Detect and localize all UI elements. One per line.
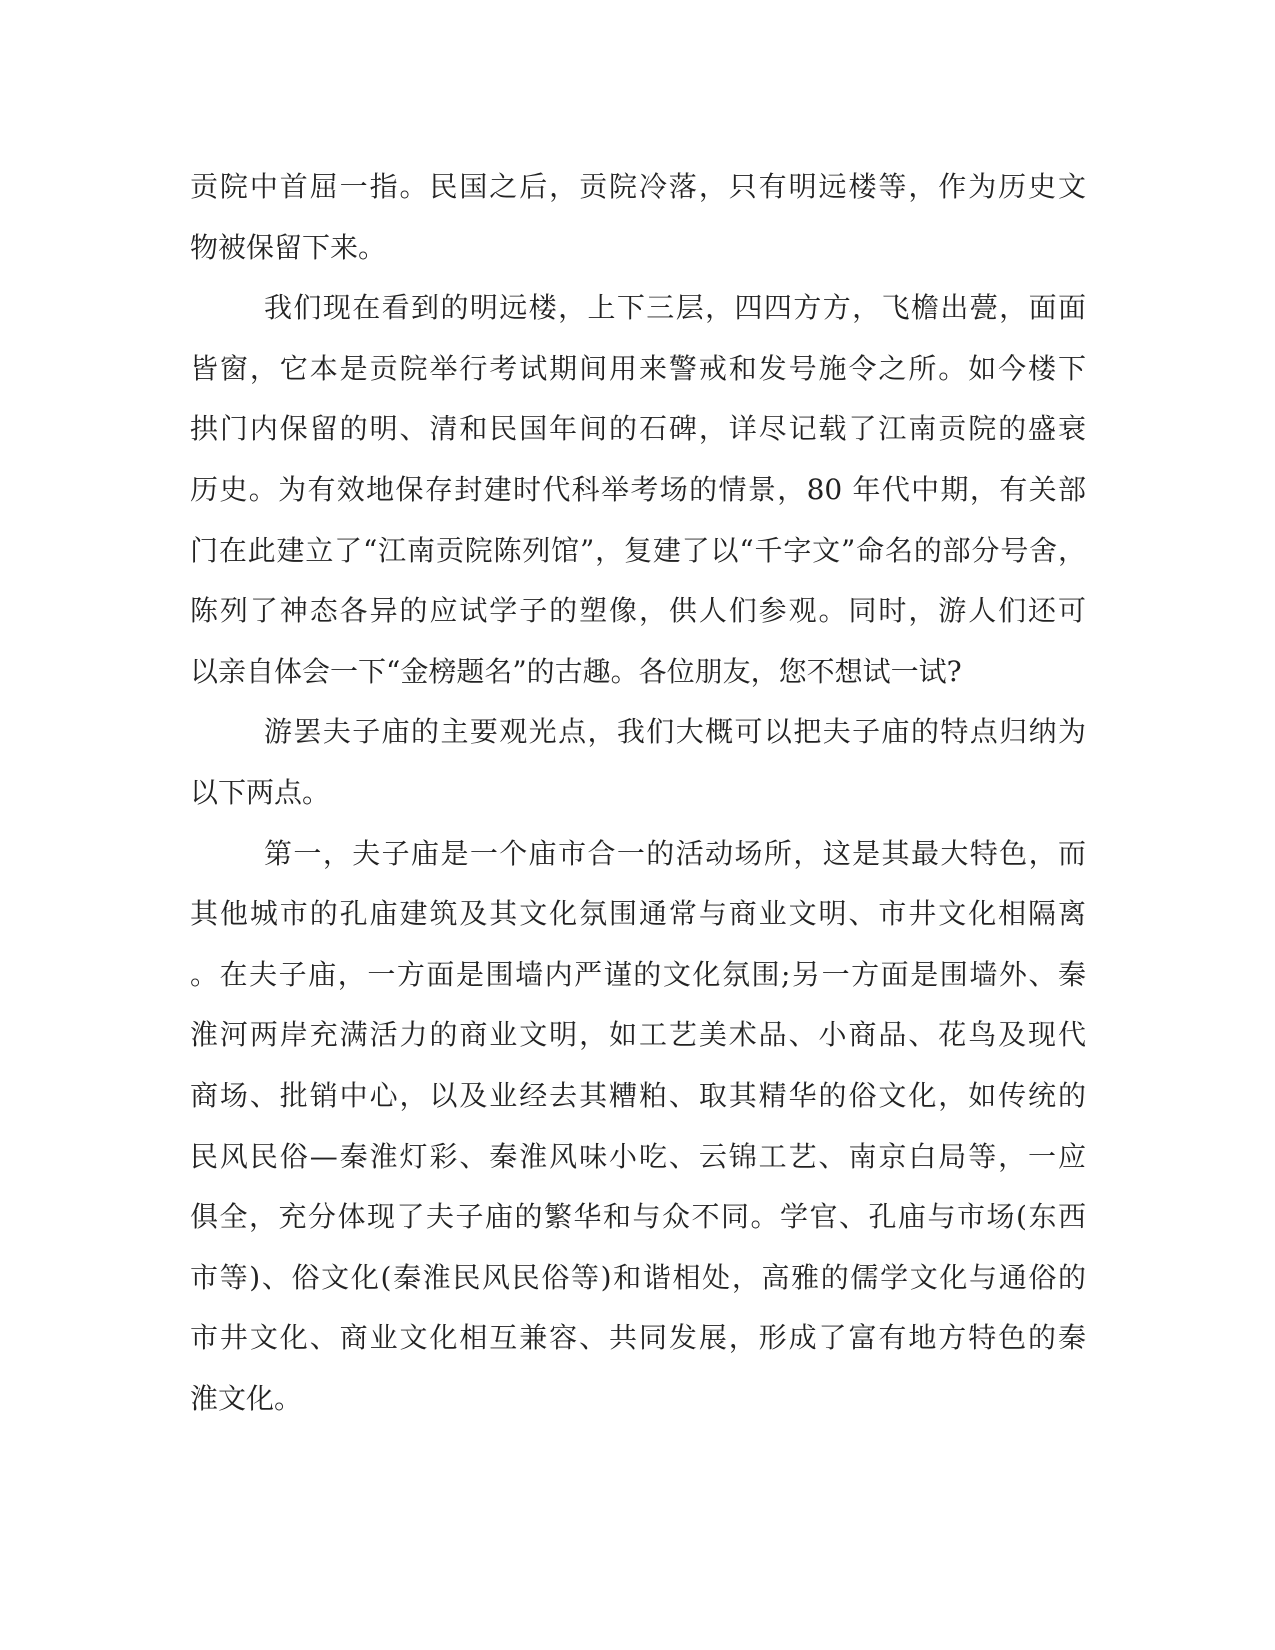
text-line: 以亲自体会一下“金榜题名”的古趣。各位朋友，您不想试一试? (190, 654, 962, 688)
text-line: 商场、批销中心，以及业经去其糟粕、取其精华的俗文化，如传统的 (190, 1078, 1086, 1112)
text-line: 以下两点。 (190, 775, 331, 809)
text-line: 贡院中首屈一指。民国之后，贡院冷落，只有明远楼等，作为历史文 (190, 170, 1086, 203)
text-line: 我们现在看到的明远楼，上下三层，四四方方，飞檐出甍，面面 (264, 291, 1086, 325)
text-line: 淮文化。 (190, 1381, 303, 1415)
text-line: 民风民俗—秦淮灯彩、秦淮风味小吃、云锦工艺、南京白局等，一应 (190, 1139, 1086, 1173)
text-line: 拱门内保留的明、清和民国年间的石碑，详尽记载了江南贡院的盛衰 (190, 412, 1086, 446)
text-line: 游罢夫子庙的主要观光点，我们大概可以把夫子庙的特点归纳为 (264, 715, 1086, 749)
text-line: 淮河两岸充满活力的商业文明，如工艺美术品、小商品、花鸟及现代 (190, 1018, 1086, 1052)
text-line: 物被保留下来。 (190, 230, 387, 264)
text-line: 陈列了神态各异的应试学子的塑像，供人们参观。同时，游人们还可 (190, 594, 1086, 628)
text-line: 皆窗，它本是贡院举行考试期间用来警戒和发号施令之所。如今楼下 (190, 351, 1086, 385)
text-line: 第一，夫子庙是一个庙市合一的活动场所，这是其最大特色，而 (264, 836, 1086, 870)
body-text (190, 157, 1086, 1429)
text-line: 俱全，充分体现了夫子庙的繁华和与众不同。学官、孔庙与市场(东西 (190, 1200, 1086, 1234)
text-line: 门在此建立了“江南贡院陈列馆”，复建了以“千字文”命名的部分号舍， (190, 533, 1086, 567)
text-line: 市井文化、商业文化相互兼容、共同发展，形成了富有地方特色的秦 (190, 1321, 1086, 1355)
text-line: 历史。为有效地保存封建时代科举考场的情景，80 年代中期，有关部 (190, 472, 1086, 506)
text-line: 其他城市的孔庙建筑及其文化氛围通常与商业文明、市井文化相隔离 (190, 897, 1086, 931)
text-line: 。在夫子庙，一方面是围墙内严谨的文化氛围;另一方面是围墙外、秦 (190, 957, 1086, 991)
text-line: 市等)、俗文化(秦淮民风民俗等)和谐相处，高雅的儒学文化与通俗的 (190, 1260, 1086, 1294)
